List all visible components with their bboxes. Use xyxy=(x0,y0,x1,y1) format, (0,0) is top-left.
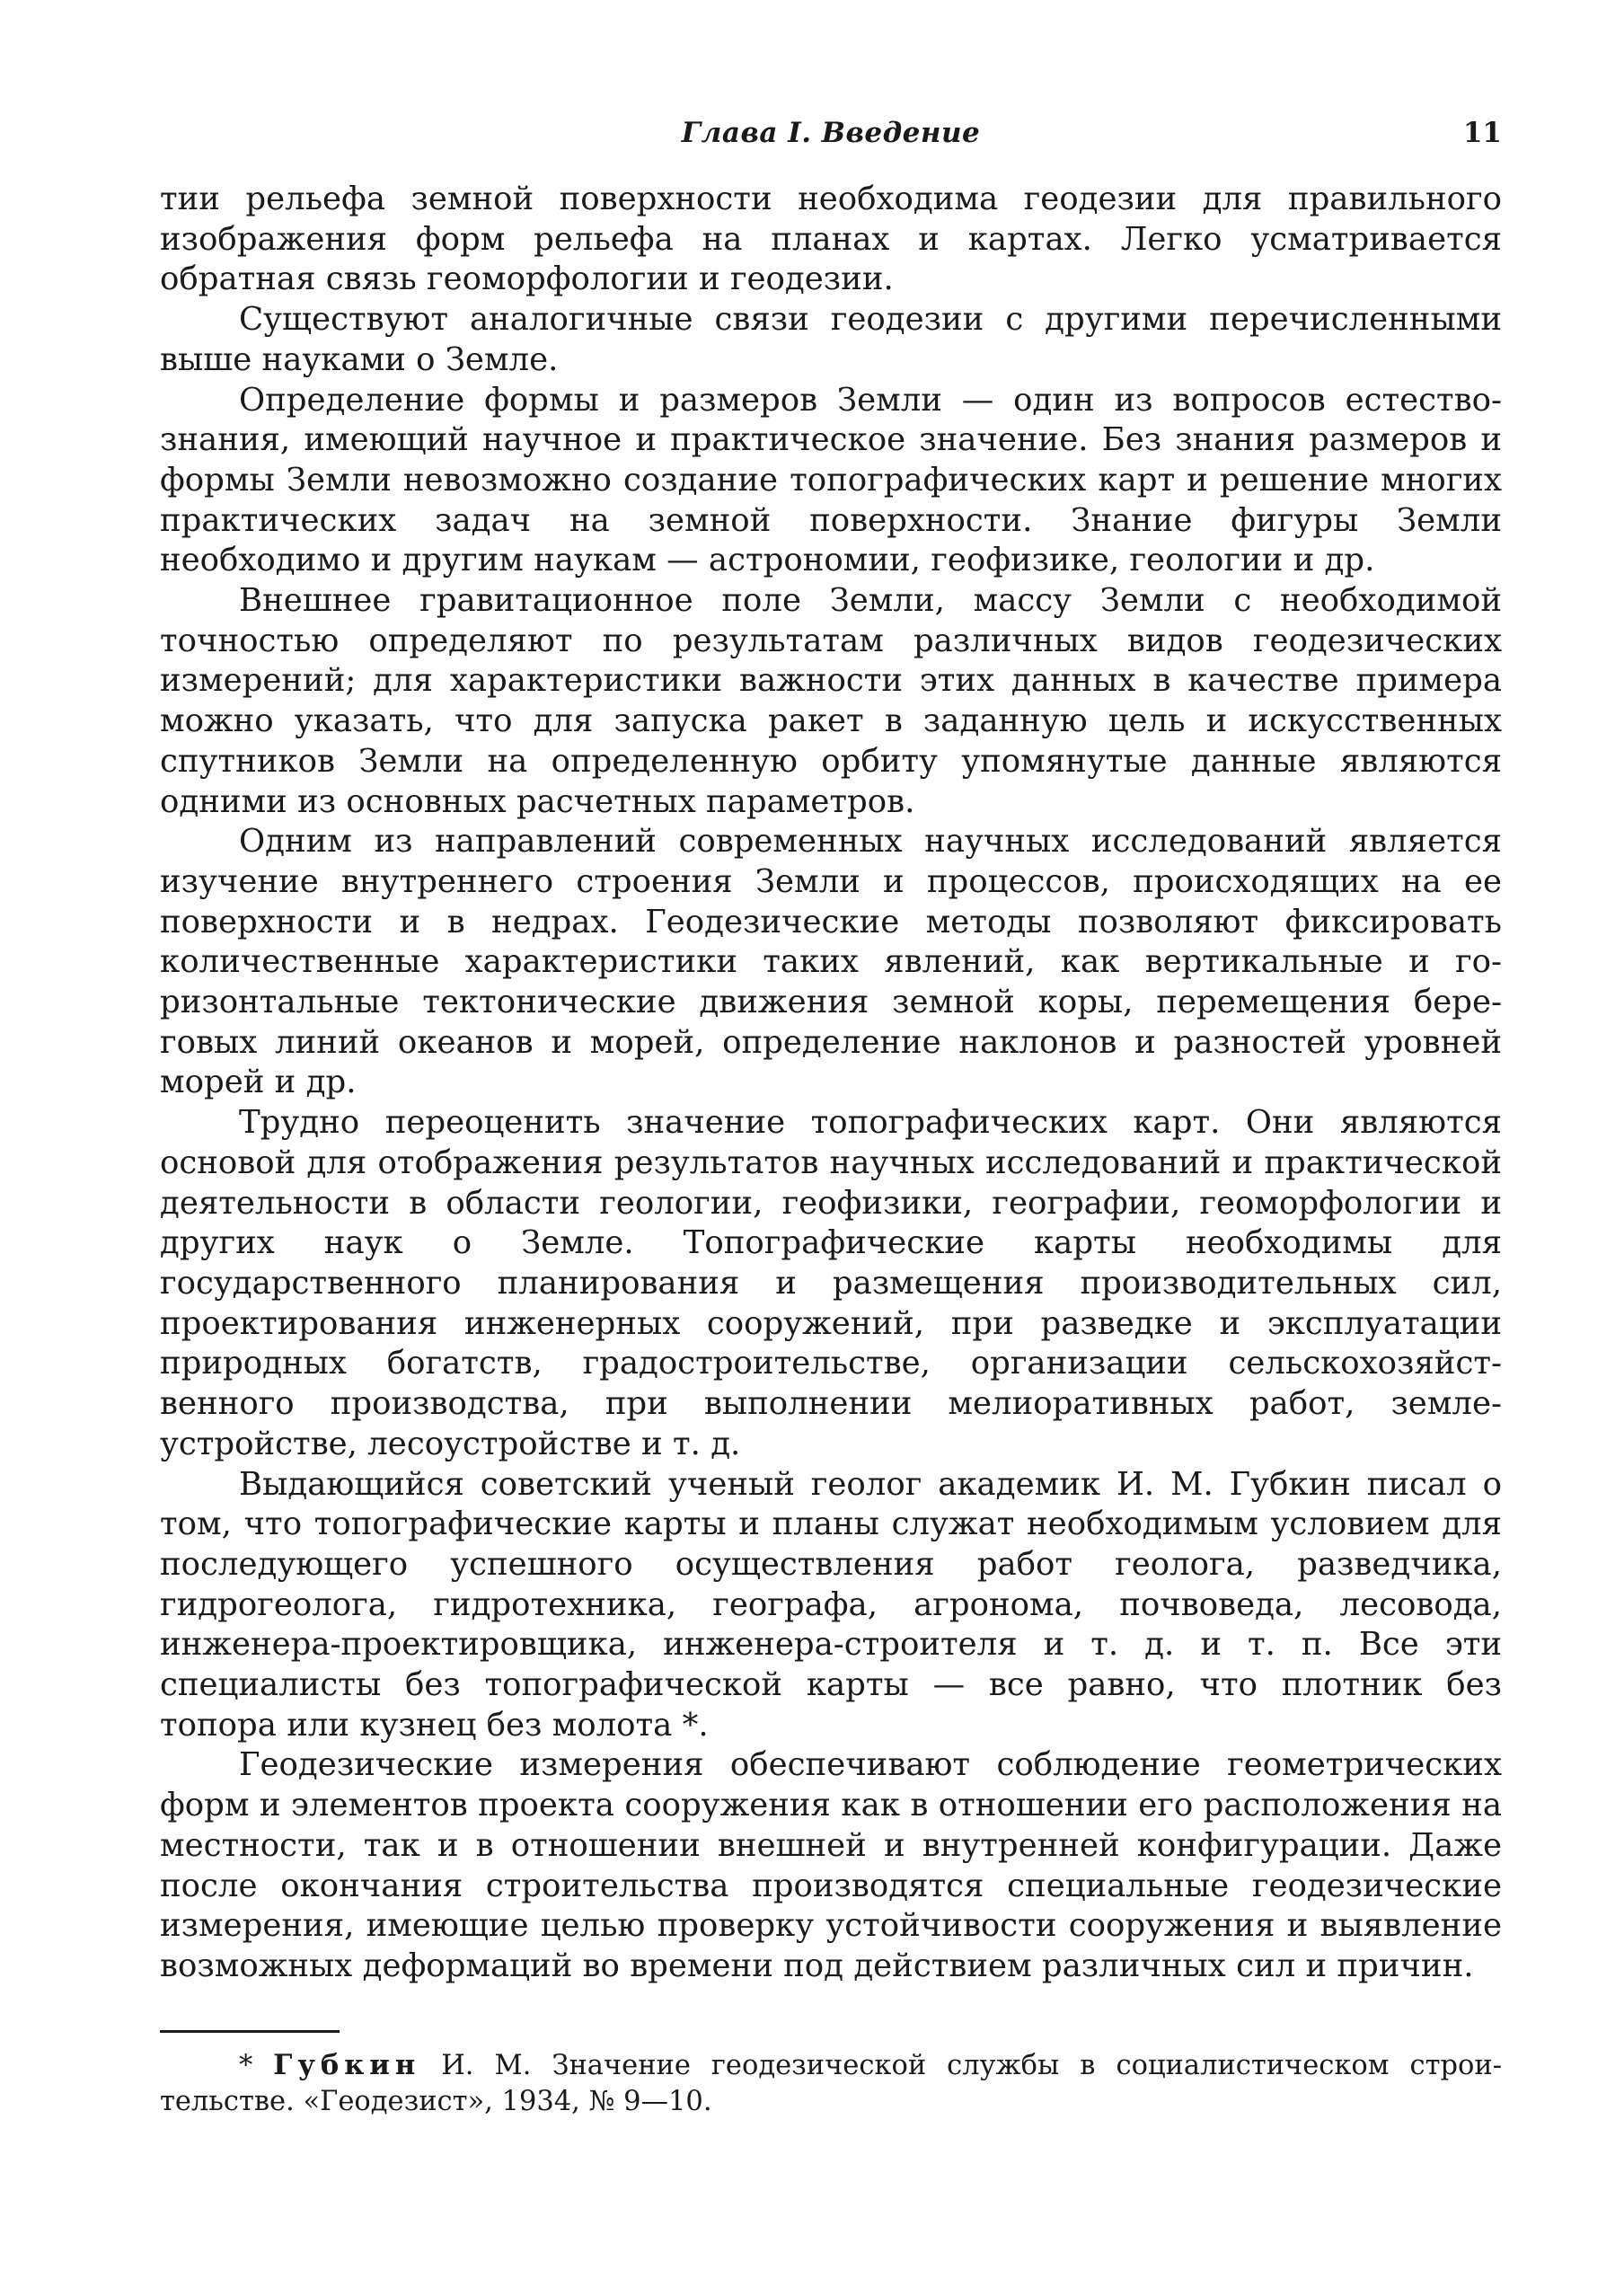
footnote-marker: * xyxy=(239,2049,274,2081)
book-page xyxy=(160,117,1502,2120)
paragraph: Определение формы и размеров Земли — один из вопросов естествознания, имеющий научное и практическое значение. Без знания размеров и формы Земли невозможно создание топографических карт и решение многих практических задач на земной поверхности. Знание фигуры Земли необходимо и другим наукам — астрономии, геофизике, геологии и др. xyxy=(160,381,1502,579)
page-number: 11 xyxy=(1462,117,1502,149)
page-header xyxy=(160,117,1502,171)
paragraph-continued: тии рельефа земной поверхности необходима геодезии для правильного изображения форм рельефа на планах и картах. Легко усматривается обратная связь геоморфологии и геодезии. xyxy=(160,181,1502,298)
running-title: Глава I. Введение xyxy=(681,117,981,149)
footnote xyxy=(160,2047,1502,2120)
footnote-text: И. М. Значение геодезической службы в социалистическом строительстве. «Геодезист», 1934, № 9—10. xyxy=(160,2049,1503,2117)
footnote-divider xyxy=(160,2030,340,2033)
paragraph: Выдающийся советский ученый геолог академик И. М. Губкин писал о том, что топографические карты и планы служат необходимым условием для последующего успешного осуществления работ геолога, разведчика, гидрогеолога, гидротехника, географа, агронома, почвоведа, лесовода, инженера-проектировщика, инженера-строителя и т. д. и т. п. Все эти специалисты без топографической карты — все равно, что плотник без топора или кузнец без молота *. xyxy=(160,1465,1502,1744)
paragraph: Существуют аналогичные связи геодезии с другими перечисленными выше науками о Земле. xyxy=(160,301,1502,378)
paragraph: Внешнее гравитационное поле Земли, массу Земли с необходимой точностью определяют по результатам различных видов геодезических измерений; для характеристики важности этих данных в качестве примера можно указать, что для запуска ракет в заданную цель и искусственных спутников Земли на определенную орбиту упомянутые данные являются одними из основных расчетных параметров. xyxy=(160,582,1502,820)
footnote-author: Губкин xyxy=(273,2048,421,2081)
paragraph: Геодезические измерения обеспечивают соблюдение геометрических форм и элементов проекта сооружения как в отношении его расположения на местности, так и в отношении внешней и внутренней конфигурации. Даже после окончания строительства производятся специальные геодезические измерения, имеющие целью проверку устойчивости сооружения и выявление возможных деформаций во времени под действием различных сил и причин. xyxy=(160,1746,1502,1984)
paragraph: Одним из направлений современных научных исследований является изучение внутреннего строения Земли и процессов, происходящих на ее поверхности и в недрах. Геодезические методы позволяют фиксировать количественные характеристики таких явлений, как вертикальные и горизонтальные тектонические движения земной коры, перемещения береговых линий океанов и морей, определение наклонов и разностей уровней морей и др. xyxy=(160,823,1502,1101)
paragraph: Трудно переоценить значение топографических карт. Они являются основой для отображения результатов научных исследований и практической деятельности в области геологии, геофизики, географии, геоморфологии и других наук о Земле. Топографические карты необходимы для государственного планирования и размещения производительных сил, проектирования инженерных сооружений, при разведке и эксплуатации природных богатств, градостроительстве, организации сельскохозяйственного производства, при выполнении мелиоративных работ, землеустройстве, лесоустройстве и т. д. xyxy=(160,1104,1502,1462)
body-text xyxy=(160,180,1502,1987)
